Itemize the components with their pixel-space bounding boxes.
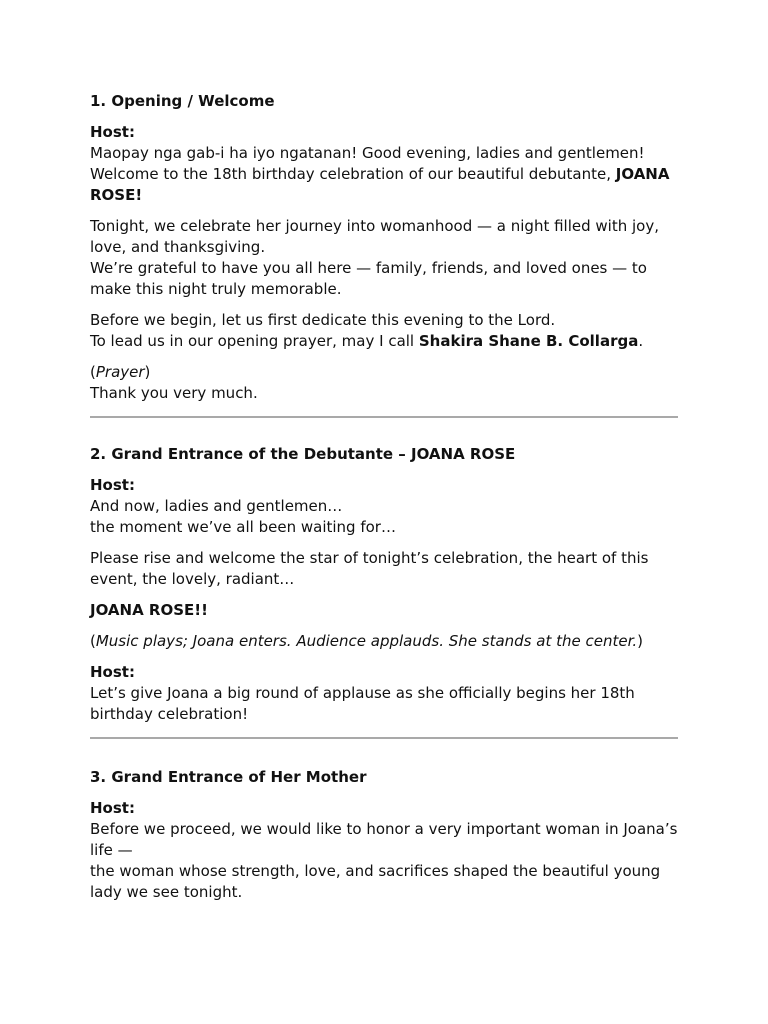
speech-line: We’re grateful to have you all here — family, friends, and loved ones — to make this night truly memorable. <box>90 259 647 298</box>
host-speech <box>90 475 678 538</box>
paren: ) <box>144 363 151 381</box>
speech-line: Before we begin, let us first dedicate this evening to the Lord. <box>90 311 556 329</box>
document-page <box>90 91 678 913</box>
spacer <box>90 739 678 767</box>
paren: ( <box>90 363 96 381</box>
stage-direction-text: Music plays; Joana enters. Audience applauds. She stands at the center. <box>95 632 638 650</box>
speech-line: Tonight, we celebrate her journey into womanhood — a night filled with joy, love, and thanksgiving. <box>90 217 659 256</box>
host-speech <box>90 662 678 725</box>
host-speech <box>90 122 678 206</box>
speech-text: Welcome to the 18th birthday celebration of our beautiful debutante, <box>90 165 616 183</box>
paragraph: Please rise and welcome the star of tonight’s celebration, the heart of this event, the lovely, radiant… <box>90 549 649 588</box>
section-opening <box>90 91 678 404</box>
stage-direction <box>90 631 678 652</box>
paragraph <box>90 310 678 352</box>
section-debutante-entrance <box>90 444 678 725</box>
paren: ( <box>90 632 96 650</box>
punctuation: . <box>638 332 644 350</box>
spacer <box>90 418 678 444</box>
paren: ) <box>637 632 643 650</box>
host-label: Host: <box>90 799 135 817</box>
speech-line: Thank you very much. <box>90 384 258 402</box>
section-title: 3. Grand Entrance of Her Mother <box>90 768 367 786</box>
speech-line: the woman whose strength, love, and sacrifices shaped the beautiful young lady we see tonight. <box>90 862 661 901</box>
speech-line: Before we proceed, we would like to honor a very important woman in Joana’s life — <box>90 820 678 859</box>
speech-line: the moment we’ve all been waiting for… <box>90 518 396 536</box>
debutante-name: JOANA ROSE!! <box>90 601 208 619</box>
speech-line: Let’s give Joana a big round of applause as she officially begins her 18th birthday celebration! <box>90 684 635 723</box>
host-label: Host: <box>90 663 135 681</box>
host-label: Host: <box>90 123 135 141</box>
speech-line: Maopay nga gab-i ha iyo ngatanan! Good evening, ladies and gentlemen! <box>90 144 645 162</box>
debutante-name: JOANA ROSE! <box>90 165 670 204</box>
speech-line: And now, ladies and gentlemen… <box>90 497 343 515</box>
stage-direction <box>90 362 678 383</box>
stage-direction-text: Prayer <box>95 363 145 381</box>
host-label: Host: <box>90 476 135 494</box>
section-mother-entrance <box>90 767 678 903</box>
speech-text: To lead us in our opening prayer, may I call <box>90 332 419 350</box>
paragraph <box>90 362 678 404</box>
speech-line <box>90 331 678 352</box>
speech-line <box>90 164 678 206</box>
prayer-leader-name: Shakira Shane B. Collarga <box>418 332 639 350</box>
section-title: 1. Opening / Welcome <box>90 92 275 110</box>
paragraph <box>90 216 678 300</box>
section-title: 2. Grand Entrance of the Debutante – JOANA ROSE <box>90 445 516 463</box>
host-speech <box>90 798 678 903</box>
